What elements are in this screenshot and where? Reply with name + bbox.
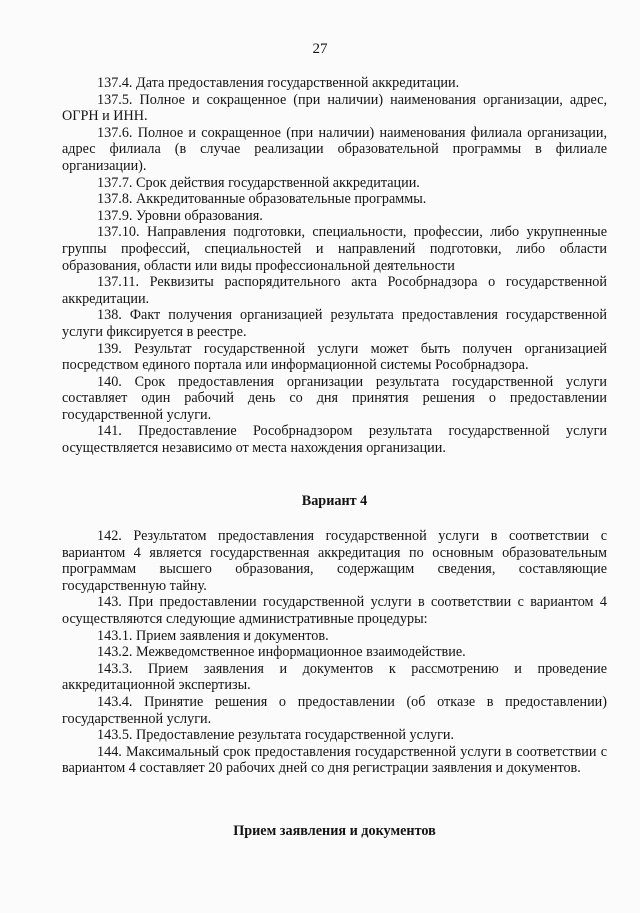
paragraph-140: 140. Срок предоставления организации результата государственной услуги составляет один рабочий день со дня принятия решения о предоставлении государственной услуги.	[62, 373, 607, 423]
paragraph-137-8: 137.8. Аккредитованные образовательные программы.	[97, 191, 427, 208]
paragraph-137-6: 137.6. Полное и сокращенное (при наличии) наименования филиала организации, адрес филиала (в случае реализации образовательной программы в филиале организации).	[62, 124, 607, 174]
paragraph-144: 144. Максимальный срок предоставления государственной услуги в соответствии с вариантом 4 составляет 20 рабочих дней со дня регистрации заявления и документов.	[62, 743, 607, 777]
paragraph-137-7: 137.7. Срок действия государственной аккредитации.	[97, 174, 420, 191]
paragraph-143-4: 143.4. Принятие решения о предоставлении (об отказе в предоставлении) государственной услуги.	[62, 693, 607, 727]
paragraph-137-9: 137.9. Уровни образования.	[97, 207, 263, 224]
paragraph-143-1: 143.1. Прием заявления и документов.	[97, 627, 329, 644]
page-number: 27	[312, 41, 328, 57]
paragraph-137-11: 137.11. Реквизиты распорядительного акта Рособрнадзора о государственной аккредитации.	[62, 274, 607, 307]
paragraph-137-5: 137.5. Полное и сокращенное (при наличии) наименования организации, адрес, ОГРН и ИНН.	[62, 91, 607, 125]
paragraph-141: 141. Предоставление Рособрнадзором результата государственной услуги осуществляется независимо от места нахождения организации.	[62, 423, 607, 457]
section-137-141	[62, 75, 607, 457]
paragraph-143-3: 143.3. Прием заявления и документов к рассмотрению и проведение аккредитационной экспертизы.	[62, 660, 607, 694]
heading-variant-4: Вариант 4	[301, 493, 368, 509]
paragraph-139: 139. Результат государственной услуги может быть получен организацией посредством единого портала или информационной системы Рособрнадзора.	[62, 340, 607, 374]
paragraph-142: 142. Результатом предоставления государственной услуги в соответствии с вариантом 4 является государственная аккредитация по основным образовательным программам высшего образования, содержащим сведения, составляющие государственную тайну.	[62, 528, 607, 594]
paragraph-143-2: 143.2. Межведомственное информационное взаимодействие.	[97, 644, 466, 661]
heading-application-intake: Прием заявления и документов	[233, 823, 436, 839]
paragraph-143-5: 143.5. Предоставление результата государственной услуги.	[97, 727, 455, 744]
paragraph-138: 138. Факт получения организацией результата предоставления государственной услуги фиксируется в реестре.	[62, 307, 607, 340]
section-142-144	[62, 528, 607, 777]
paragraph-143: 143. При предоставлении государственной услуги в соответствии с вариантом 4 осуществляются следующие административные процедуры:	[62, 594, 607, 627]
paragraph-137-4: 137.4. Дата предоставления государственной аккредитации.	[97, 75, 460, 91]
paragraph-137-10: 137.10. Направления подготовки, специальности, профессии, либо укрупненные группы профессий, специальностей и направлений подготовки, либо области образования, области или виды профессиональной деятельности	[62, 224, 607, 274]
